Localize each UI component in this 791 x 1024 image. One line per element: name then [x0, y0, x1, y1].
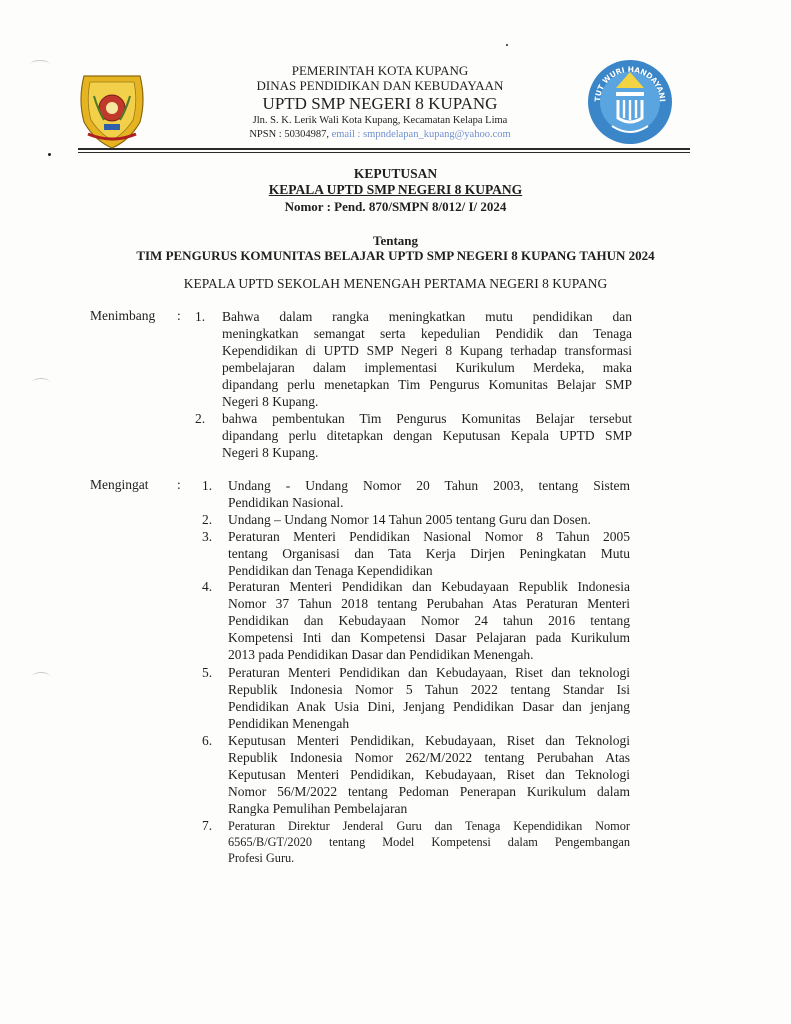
email-address: email : smpndelapan_kupang@yahoo.com [331, 129, 511, 140]
line: Peraturan Direktur Jenderal Guru dan Tenaga Kependidikan Nomor [228, 819, 630, 833]
line: Pendidikan Anak Usia Dini, Jenjang Pendidikan Dasar dan jenjang [228, 699, 630, 714]
line: Republik Indonesia Nomor 262/M/2022 tentang Perubahan Atas [228, 750, 630, 765]
menimbang-item-1 [195, 308, 632, 410]
school-contact [170, 128, 590, 142]
item-number: 1. [195, 309, 206, 324]
mengingat-item-3 [202, 528, 630, 579]
line: Pendidikan dan Tenaga Kependidikan [228, 563, 433, 578]
mengingat-item-6 [202, 732, 630, 817]
line: Bahwa dalam rangka meningkatkan mutu pendidikan dan [222, 309, 632, 324]
line: Republik Indonesia Nomor 5 Tahun 2022 tentang Standar Isi [228, 682, 630, 697]
mengingat-item-1 [202, 477, 630, 511]
line: Negeri 8 Kupang. [222, 394, 319, 409]
line: Kompetensi Inti dan Kompetensi Dasar Pelajaran pada Kurikulum [228, 630, 630, 645]
mengingat-item-7 [202, 818, 630, 866]
item-number: 2. [195, 411, 206, 426]
school-address: Jln. S. K. Lerik Wali Kota Kupang, Kecamatan Kelapa Lima [252, 115, 508, 126]
line: Undang - Undang Nomor 20 Tahun 2003, tentang Sistem [228, 478, 630, 493]
item-number: 7. [202, 818, 213, 833]
mengingat-item-4 [202, 578, 630, 663]
kupang-city-emblem-icon [74, 70, 150, 150]
tentang-label: Tentang [372, 233, 419, 248]
menimbang-item-2 [195, 410, 632, 461]
line: Nomor 56/M/2022 tentang Pedoman Penerapan Kurikulum dalam [228, 784, 630, 799]
letterhead-divider [78, 148, 690, 150]
scan-speck [48, 153, 51, 156]
line: dipandang perlu menetapkan Tim Pengurus Komunitas Belajar SMP [222, 377, 632, 392]
line: meningkatkan semangat serta kepedulian Pendidik dan Tenaga [222, 326, 632, 341]
line: Peraturan Menteri Pendidikan dan Kebudayaan Republik Indonesia [228, 579, 630, 594]
item-number: 6. [202, 733, 213, 748]
item-number: 4. [202, 579, 213, 594]
item-number: 3. [202, 529, 213, 544]
line: Peraturan Menteri Pendidikan dan Kebudayaan, Riset dan teknologi [228, 665, 630, 680]
line: tentang Organisasi dan Tata Kerja Dirjen Peningkatan Mutu [228, 546, 630, 561]
tut-wuri-handayani-logo-icon [586, 58, 674, 146]
government-name: PEMERINTAH KOTA KUPANG [291, 63, 469, 78]
mengingat-label: Mengingat [90, 477, 149, 492]
line: Negeri 8 Kupang. [222, 445, 319, 460]
item-number: 1. [202, 478, 213, 493]
decree-subject: TIM PENGURUS KOMUNITAS BELAJAR UPTD SMP NEGERI 8 KUPANG TAHUN 2024 [136, 248, 655, 263]
line: Keputusan Menteri Pendidikan, Kebudayaan, Riset dan Teknologi [228, 733, 630, 748]
decree-issuer: KEPALA UPTD SEKOLAH MENENGAH PERTAMA NEGERI 8 KUPANG [183, 276, 608, 291]
line: Pendidikan Menengah [228, 716, 350, 731]
decree-number: Nomor : Pend. 870/SMPN 8/012/ I/ 2024 [284, 199, 507, 214]
line: Keputusan Menteri Pendidikan, Kebudayaan, Riset dan Teknologi [228, 767, 630, 782]
line: pembelajaran dalam implementasi Kurikulum Merdeka, maka [222, 360, 632, 375]
mengingat-colon: : [177, 477, 181, 492]
menimbang-label: Menimbang [90, 308, 156, 323]
line: Pendidikan Nasional. [228, 495, 344, 510]
scan-mark [32, 672, 50, 681]
line: bahwa pembentukan Tim Pengurus Komunitas Belajar tersebut [222, 411, 632, 426]
line: Kependidikan di UPTD SMP Negeri 8 Kupang terhadap transformasi [222, 343, 632, 358]
line: dipandang perlu ditetapkan dengan Keputusan Kepala UPTD SMP [222, 428, 632, 443]
line: Profesi Guru. [228, 851, 295, 865]
npsn-number: NPSN : 50304987, [249, 129, 329, 140]
scan-mark [32, 378, 50, 387]
department-name: DINAS PENDIDIKAN DAN KEBUDAYAAN [256, 78, 504, 93]
line: 6565/B/GT/2020 tentang Model Kompetensi dalam Pengembangan [228, 835, 630, 849]
school-name: UPTD SMP NEGERI 8 KUPANG [262, 94, 498, 113]
line: Peraturan Menteri Pendidikan Nasional Nomor 8 Tahun 2005 [228, 529, 630, 544]
scan-speck [506, 44, 508, 46]
letterhead [170, 63, 590, 142]
line: 2013 pada Pendidikan Dasar dan Pendidikan Menengah. [228, 647, 534, 662]
decree-issuer-heading: KEPALA UPTD SMP NEGERI 8 KUPANG [268, 182, 523, 197]
line: Rangka Pemulihan Pembelajaran [228, 801, 408, 816]
menimbang-colon: : [177, 308, 181, 323]
svg-text:TUT WURI HANDAYANI: TUT WURI HANDAYANI [592, 64, 668, 103]
letterhead-divider-thin [78, 152, 690, 153]
mengingat-item-2 [202, 511, 630, 528]
mengingat-item-5 [202, 664, 630, 732]
scan-mark [30, 60, 50, 69]
line: Undang – Undang Nomor 14 Tahun 2005 tentang Guru dan Dosen. [228, 512, 591, 527]
item-number: 2. [202, 512, 213, 527]
line: Nomor 37 Tahun 2018 tentang Perubahan Atas Peraturan Menteri [228, 596, 630, 611]
line: Pendidikan dan Kebudayaan Nomor 24 tahun 2016 tentang [228, 613, 630, 628]
item-number: 5. [202, 665, 213, 680]
decree-heading: KEPUTUSAN [353, 166, 438, 181]
